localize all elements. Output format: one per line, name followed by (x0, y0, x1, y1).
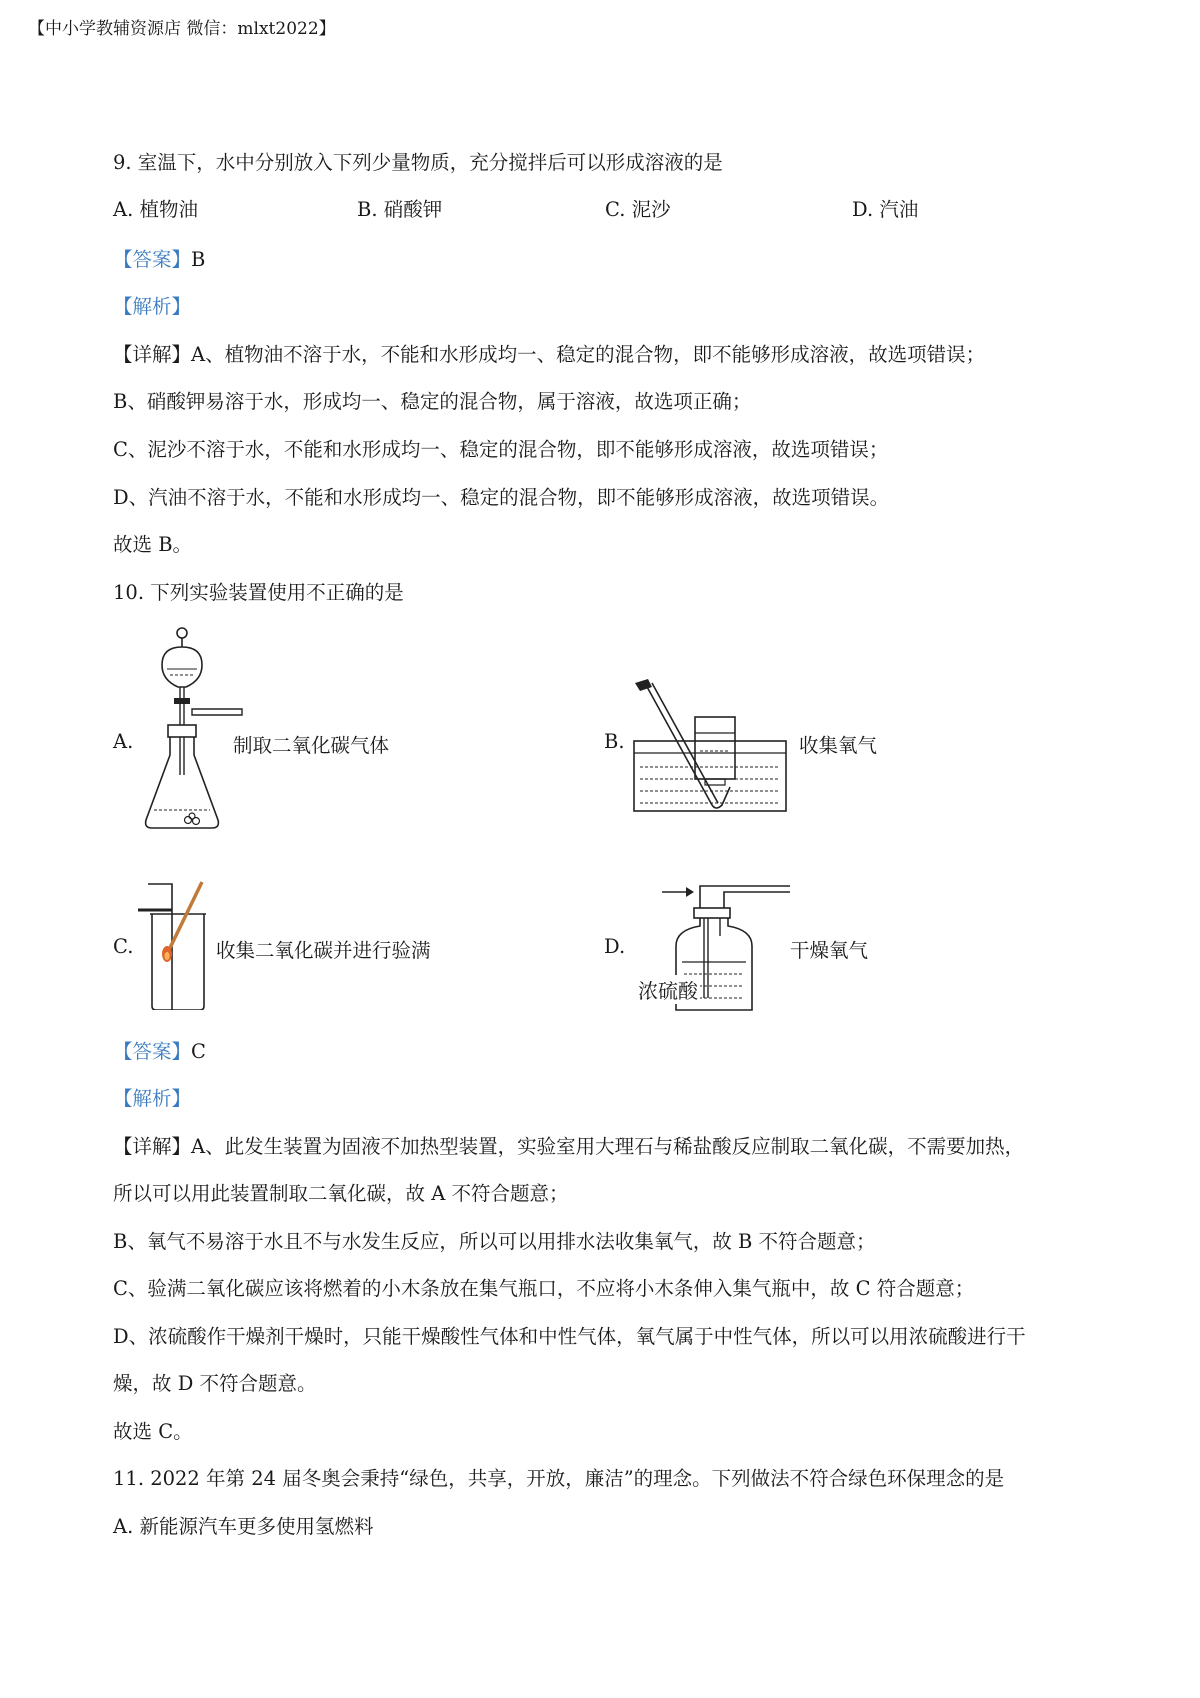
q9-option-d: D. 汽油 (852, 198, 919, 221)
q9-detail-line: B、硝酸钾易溶于水，形成均一、稳定的混合物，属于溶液，故选项正确； (113, 390, 752, 413)
answer-tag: 【答案】 (113, 1040, 192, 1063)
q9-option-c: C. 泥沙 (605, 198, 671, 221)
q10-option-d-caption: 干燥氧气 (790, 939, 869, 962)
q10-option-c-letter: C. (113, 935, 134, 958)
answer-tag: 【答案】 (113, 248, 192, 271)
q9-conclusion: 故选 B。 (113, 533, 193, 556)
q10-detail-line: 所以可以用此装置制取二氧化碳，故 A 不符合题意； (113, 1182, 569, 1205)
q11-option-a: A. 新能源汽车更多使用氢燃料 (113, 1515, 374, 1538)
q10-detail-line: 【详解】A、此发生装置为固液不加热型装置，实验室用大理石与稀盐酸反应制取二氧化碳，不需要加热， (113, 1135, 1025, 1158)
q10-option-a-caption: 制取二氧化碳气体 (233, 734, 390, 757)
q10-option-d-letter: D. (604, 935, 626, 958)
q10-detail-line: C、验满二氧化碳应该将燃着的小木条放在集气瓶口，不应将小木条伸入集气瓶中，故 C 符合题意； (113, 1277, 975, 1300)
q11-question: 11. 2022 年第 24 届冬奥会秉持“绿色，共享，开放，廉洁”的理念。下列做法不符合绿色环保理念的是 (113, 1467, 1005, 1490)
q9-detail-line: C、泥沙不溶于水，不能和水形成均一、稳定的混合物，即不能够形成溶液，故选项错误； (113, 438, 889, 461)
q10-answer (113, 1039, 206, 1065)
q10-option-b-letter: B. (604, 730, 625, 753)
q10-detail-line: 燥，故 D 不符合题意。 (113, 1372, 317, 1395)
q9-option-a: A. 植物油 (113, 198, 198, 221)
q9-answer (113, 247, 205, 273)
q10-option-a-letter: A. (113, 730, 134, 753)
q10-detail-line: B、氧气不易溶于水且不与水发生反应，所以可以用排水法收集氧气，故 B 不符合题意； (113, 1230, 876, 1253)
water-trough-figure (630, 675, 790, 815)
q10-detail-line: D、浓硫酸作干燥剂干燥时，只能干燥酸性气体和中性气体，氧气属于中性气体，所以可以用浓硫酸进行干 (113, 1325, 1026, 1348)
q10-question: 10. 下列实验装置使用不正确的是 (113, 581, 404, 604)
q9-option-b: B. 硝酸钾 (357, 198, 443, 221)
watermark-header: 【中小学教辅资源店 微信：mlxt2022】 (28, 19, 336, 39)
flask-apparatus-figure (140, 625, 245, 855)
answer-value: C (191, 1040, 206, 1063)
gas-jar-figure (138, 880, 218, 1010)
q9-detail-line: 【详解】A、植物油不溶于水，不能和水形成均一、稳定的混合物，即不能够形成溶液，故选项错误； (113, 343, 986, 366)
arrow-head-icon (686, 887, 694, 897)
q10-analysis-tag: 【解析】 (113, 1087, 192, 1110)
sulfuric-acid-label: 浓硫酸 (636, 975, 700, 1004)
q9-question: 9. 室温下，水中分别放入下列少量物质，充分搅拌后可以形成溶液的是 (113, 151, 723, 174)
q10-option-c-caption: 收集二氧化碳并进行验满 (216, 939, 431, 962)
answer-value: B (191, 248, 206, 271)
q10-conclusion: 故选 C。 (113, 1420, 193, 1443)
q9-detail-line: D、汽油不溶于水，不能和水形成均一、稳定的混合物，即不能够形成溶液，故选项错误。 (113, 486, 890, 509)
q10-option-b-caption: 收集氧气 (799, 734, 878, 757)
q9-analysis-tag: 【解析】 (113, 295, 192, 318)
